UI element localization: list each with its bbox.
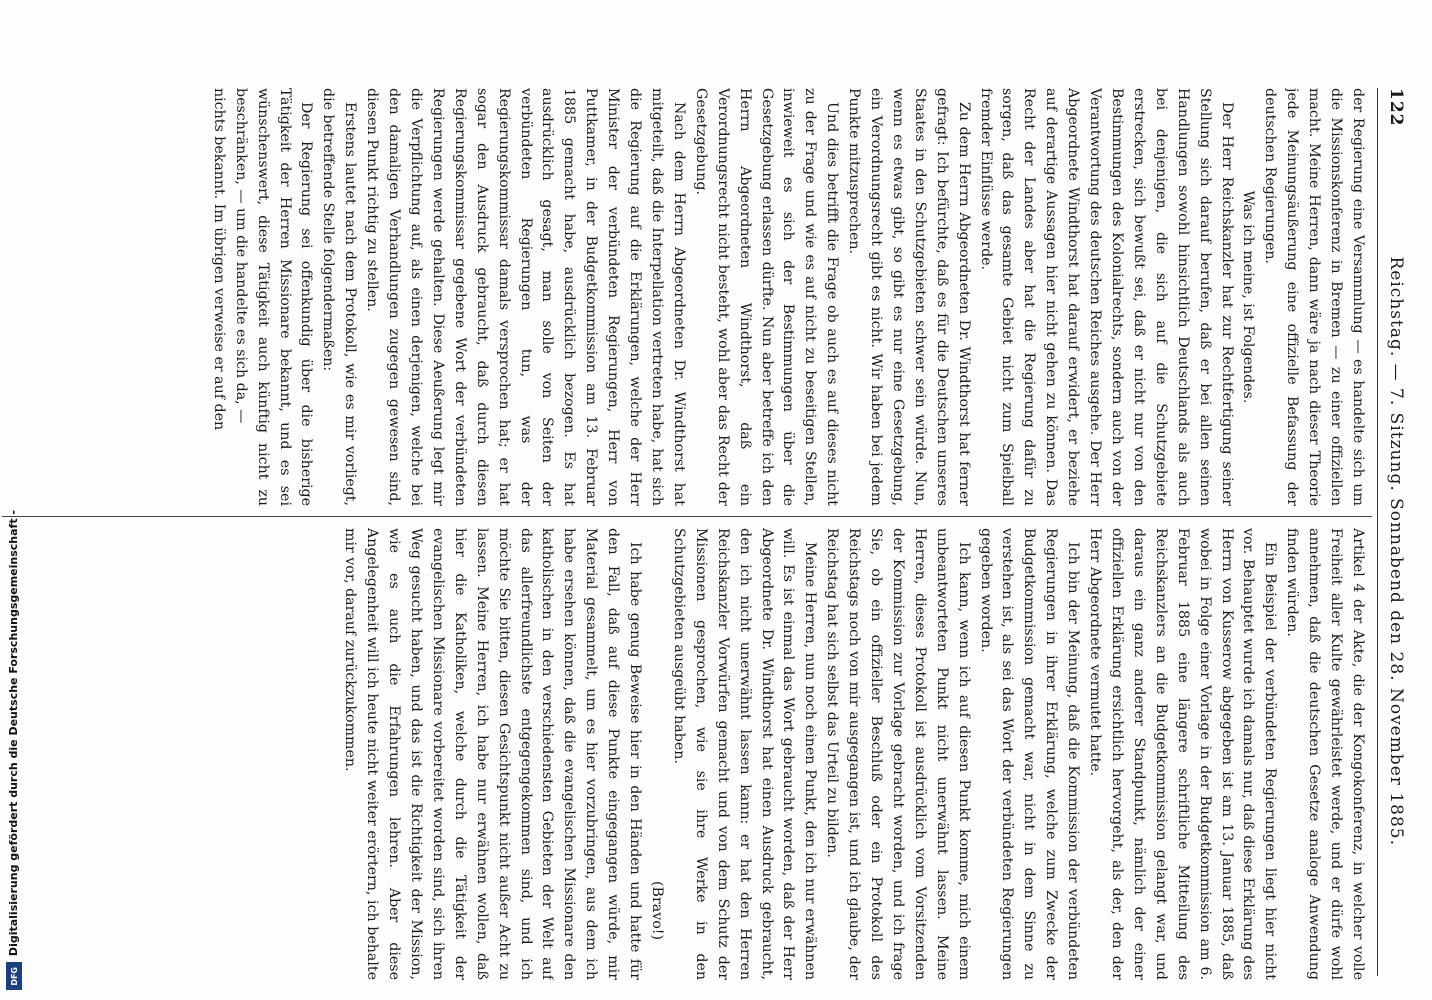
paragraph: Ein Beispiel der verbündeten Regierungen liegt hier nicht vor. Behauptet wurde ich damals nur, daß diese Erklärung des Herrn von Kusserow abgegeben ist am 13. Januar 1885, daß wobei in Folge einer Vorlage in der Budgetkommission am 6. Februar 1885 eine längere schriftliche Mitteilung des Reichskanzlers an die Budgetkommission gelangt war, und daraus ein ganz anderer Standpunkt, nämlich der einer offiziellen Erklärung ersichtlich hervorgeht, als der, den der Herr Abgeordnete vermutet hatte. <box>1087 528 1279 980</box>
dfg-logo-text: DFG <box>9 966 19 986</box>
paragraph: Der Herr Reichskanzler hat zur Rechtfertigung seiner Stellung sich darauf berufen, daß er bei allen seinen Handlungen sowohl hinsichtlich Deutschlands als auch bei denjenigen, die sich auf die Schutzgebiete erstrecken, sich bewußt sei, daß er nicht nur von den Bestimmungen des Kolonialrechts, sondern auch von der Verantwortung des deutschen Reiches ausgehe. Der Herr Abgeordnete Windthorst hat darauf erwidert, er beziehe auf derartige Aussagen hier nicht gehen zu können. Das Recht der Landes aber hat die Regierung dafür zu sorgen, daß das gesamte Gebiet nicht zum Spielball fremder Einflüsse werde. <box>977 88 1235 506</box>
column-divider <box>2 516 1372 517</box>
paragraph: Der Regierung sei offenkundig über die bisherige Tätigkeit der Herren Missionare bekannt, und es sei wünschenswert, diese Tätigkeit auch künftig nicht zu beschränken, — um die handelte es sich da, — <box>232 88 315 506</box>
paragraph: der Regierung eine Versammlung — es handelte sich um die Missionskonferenz in Bremen — zu einer offiziellen macht. Meine Herren, dann wäre ja nach dieser Theorie jede Meinungsäußerung eine offizielle Befassung der deutschen Regierungen. <box>1262 88 1366 506</box>
left-column <box>10 88 1368 506</box>
dfg-logo <box>6 962 22 990</box>
paragraph: Und dies betrifft die Frage ob auch es auf dieses nicht zu der Frage und wie es auf nicht zu beseitigen Stellen, inwieweit es sich der Bestimmungen über die Gesetzgebung erlassen dürfte. Nun aber betreffe ich den Herrn Abgeordneten Windthorst, daß ein Verordnungsrecht nicht besteht, wohl aber das Recht der Gesetzgebung. <box>692 88 841 506</box>
applause-note: (Bravo!) <box>649 881 665 940</box>
page-number: 122 <box>1386 88 1406 127</box>
paragraph: Zu dem Herrn Abgeordneten Dr. Windthorst hat ferner gefragt: Ich befürchte, daß es für die Deutschen unseres Staates in den Schutzgebieten schwer sein würde. Nun, wenn es etwas gibt, so gibt es nur eine Gesetzgebung, ein Verordnungsrecht gibt es nicht. Wir haben bei jedem Punkte mitzusprechen. <box>846 88 972 506</box>
paragraph: Ich habe genug Beweise hier in den Händen und hatte für den Fall, daß auf diese Punkte eingegangen würde, mir Material gesammelt, um es hier vorzubringen, aus dem ich habe ersehen können, daß die evangelischen Missionare den katholischen in den verschiedensten Gebieten der Welt auf das allerfreundlichste entgegengekommen sind, und ich möchte Sie bitten, diesen Gesichtspunkt nicht außer Acht zu lassen. Meine Herren, ich habe nur erwähnen wollen, daß hier die Katholiken, welche durch die Tätigkeit der evangelischen Missionare vorbereitet worden sind, sich ihren Weg gesucht haben, und das ist die Richtigkeit der Mission, wie es auch die Erfahrungen lehren. Aber diese Angelegenheit will ich heute nicht weiter erörtern, ich behalte mir vor, darauf zurückzukommen. <box>342 528 644 980</box>
right-column <box>10 528 1368 980</box>
paragraph: Ich kann, wenn ich auf diesen Punkt komme, mich einem unbeantworteten Punkt nicht unerwähnt lassen. Meine Herren, dieses Protokoll ist ausdrücklich vom Vorsitzenden der Kommission zur Vorlage gebracht worden, und ich frage Sie, ob ein offizieller Beschluß oder ein Protokoll des Reichstags noch von mir ausgegangen ist, und ich glaube, der Reichstag hat sich selbst das Urteil zu bilden. <box>824 528 972 980</box>
paragraph: Ich bin der Meinung, daß die Kommission der verbündeten Regierungen in ihrer Erklärung, welche zum Zwecke der Budgetkommission gemacht war, nicht in dem Sinne zu verstehen ist, als sei das Wort der verbündeten Regierungen gegeben worden. <box>977 528 1082 980</box>
header-rule <box>1377 88 1378 976</box>
paragraph: Meine Herren, nun noch einen Punkt, den ich nur erwähnen will. Es ist einmal das Wort gebraucht worden, daß der Herr Abgeordnete Dr. Windthorst hat einen Ausdruck gebraucht, den ich nicht unerwähnt lassen kann: er hat den Herren Reichskanzler Vorwürfen gemacht und von dem Schutz der Missionen gesprochen, wie sie ihre Werke in den Schutzgebieten ausgeübt haben. <box>670 528 819 980</box>
page-header <box>1386 88 1432 976</box>
paragraph: nichts bekannt. Im übrigen verweise er auf den <box>210 88 227 431</box>
digitization-footer <box>2 396 26 996</box>
paragraph: Was ich meine, ist Folgendes. <box>1240 190 1257 404</box>
paragraph: Artikel 4 der Akte, die der Kongokonferenz, in welcher volle Freiheit aller Kulte gewährleistet werde, und er dürfe wohl annehmen, daß die deutschen Gesetze analoge Anwendung finden würden. <box>1284 528 1366 980</box>
paragraph: Nach dem Herrn Abgeordneten Dr. Windthorst hat mitgeteilt, daß die Interpellation vertreten habe, hat sich die Regierung auf die Erklärungen, welche der Herr Minister der verbündeten Regierungen, Herr von Puttkamer, in der Budgetkommission am 13. Februar 1885 gemacht habe, ausdrücklich bezogen. Es hat ausdrücklich gesagt, man solle von Seiten der verbündeten Regierungen tun, was der Regierungskommissar damals versprochen hat; er hat sogar den Ausdruck gebraucht, daß durch diesen Regierungskommissar gegebene Wort der verbündeten Regierungen werde gehalten. Diese Aeußerung legt mir die Verpflichtung auf, als einen derjenigen, welche bei den damaligen Verhandlungen zugegen gewesen sind, diesen Punkt richtig zu stellen. <box>364 88 687 506</box>
footer-credit: Digitalisierung gefördert durch die Deutsche Forschungsgemeinschaft - <box>7 509 20 956</box>
page-title: Reichstag. — 7. Sitzung. Sonnabend den 28. November 1885. <box>1386 256 1406 846</box>
paragraph: Erstens lautet nach dem Protokoll, wie es mir vorliegt, die betreffende Stelle folgendermaßen: <box>320 88 359 506</box>
